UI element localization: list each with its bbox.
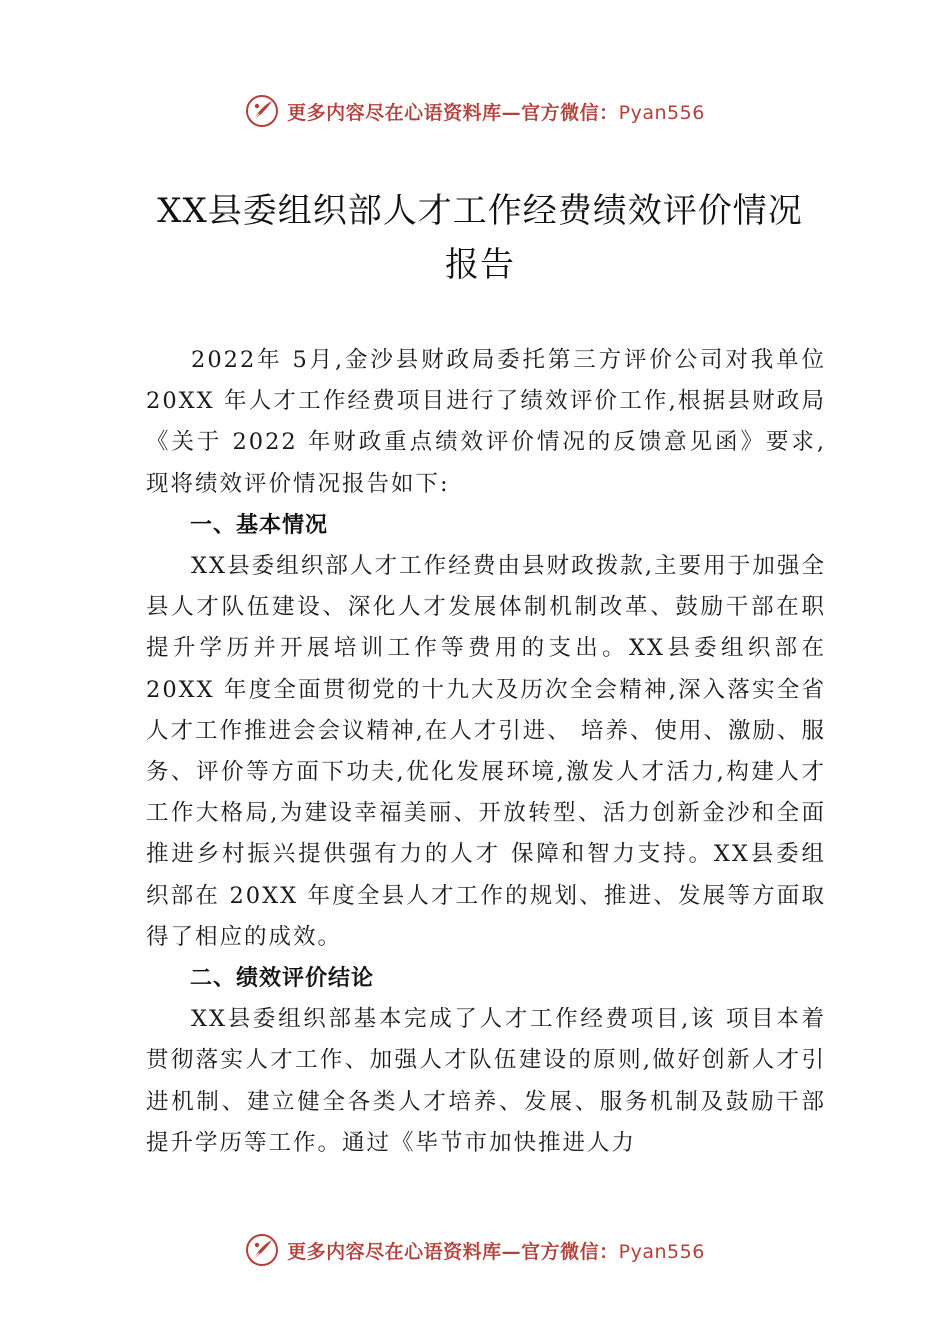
watermark-wechat-id: Pyan556 (618, 101, 705, 124)
section-heading-conclusion: 二、绩效评价结论 (190, 966, 375, 992)
watermark-wechat-id: Pyan556 (618, 1240, 705, 1263)
watermark-text: 更多内容尽在心语资料库—官方微信：Pyan556 (287, 1240, 705, 1263)
conclusion-paragraph: XX县委组织部基本完成了人才工作经费项目,该 项目本着贯彻落实人才工作、加强人才队伍建设的原则,做好创新人才引进机制、建立健全各类人才培养、发展、服务机制及鼓励干部提升学历等工作。通过《毕节市加快推进人力 (146, 1006, 826, 1156)
document-title: XX县委组织部人才工作经费绩效评价情况报告 (157, 191, 803, 285)
quill-logo-icon (245, 94, 279, 128)
intro-paragraph: 2022年 5月,金沙县财政局委托第三方评价公司对我单位 20XX 年人才工作经费项目进行了绩效评价工作,根据县财政局《关于 2022 年财政重点绩效评价情况的反馈意见函》要求,现将绩效评价情况报告如下: (146, 347, 826, 497)
quill-logo-icon (245, 1233, 279, 1267)
watermark-header (0, 94, 950, 128)
section-heading-basic-info: 一、基本情况 (190, 512, 329, 538)
basic-info-paragraph: XX县委组织部人才工作经费由县财政拨款,主要用于加强全县人才队伍建设、深化人才发展体制机制改革、鼓励干部在职提升学历并开展培训工作等费用的支出。XX县委组织部在 20XX 年度全面贯彻党的十九大及历次全会精神,深入落实全省人才工作推进会会议精神,在人才引进、 培养、使用、激励、服务、评价等方面下功夫,优化发展环境,激发人才活力,构建人才工作大格局,为建设幸福美丽、开放转型、活力创新金沙和全面推进乡村振兴提供强有力的人才 保障和智力支持。XX县委组织部在 20XX 年度全县人才工作的规划、推进、发展等方面取得了相应的成效。 (146, 553, 826, 950)
document-body (146, 340, 826, 1164)
watermark-text: 更多内容尽在心语资料库—官方微信：Pyan556 (287, 101, 705, 124)
watermark-footer (0, 1233, 950, 1267)
